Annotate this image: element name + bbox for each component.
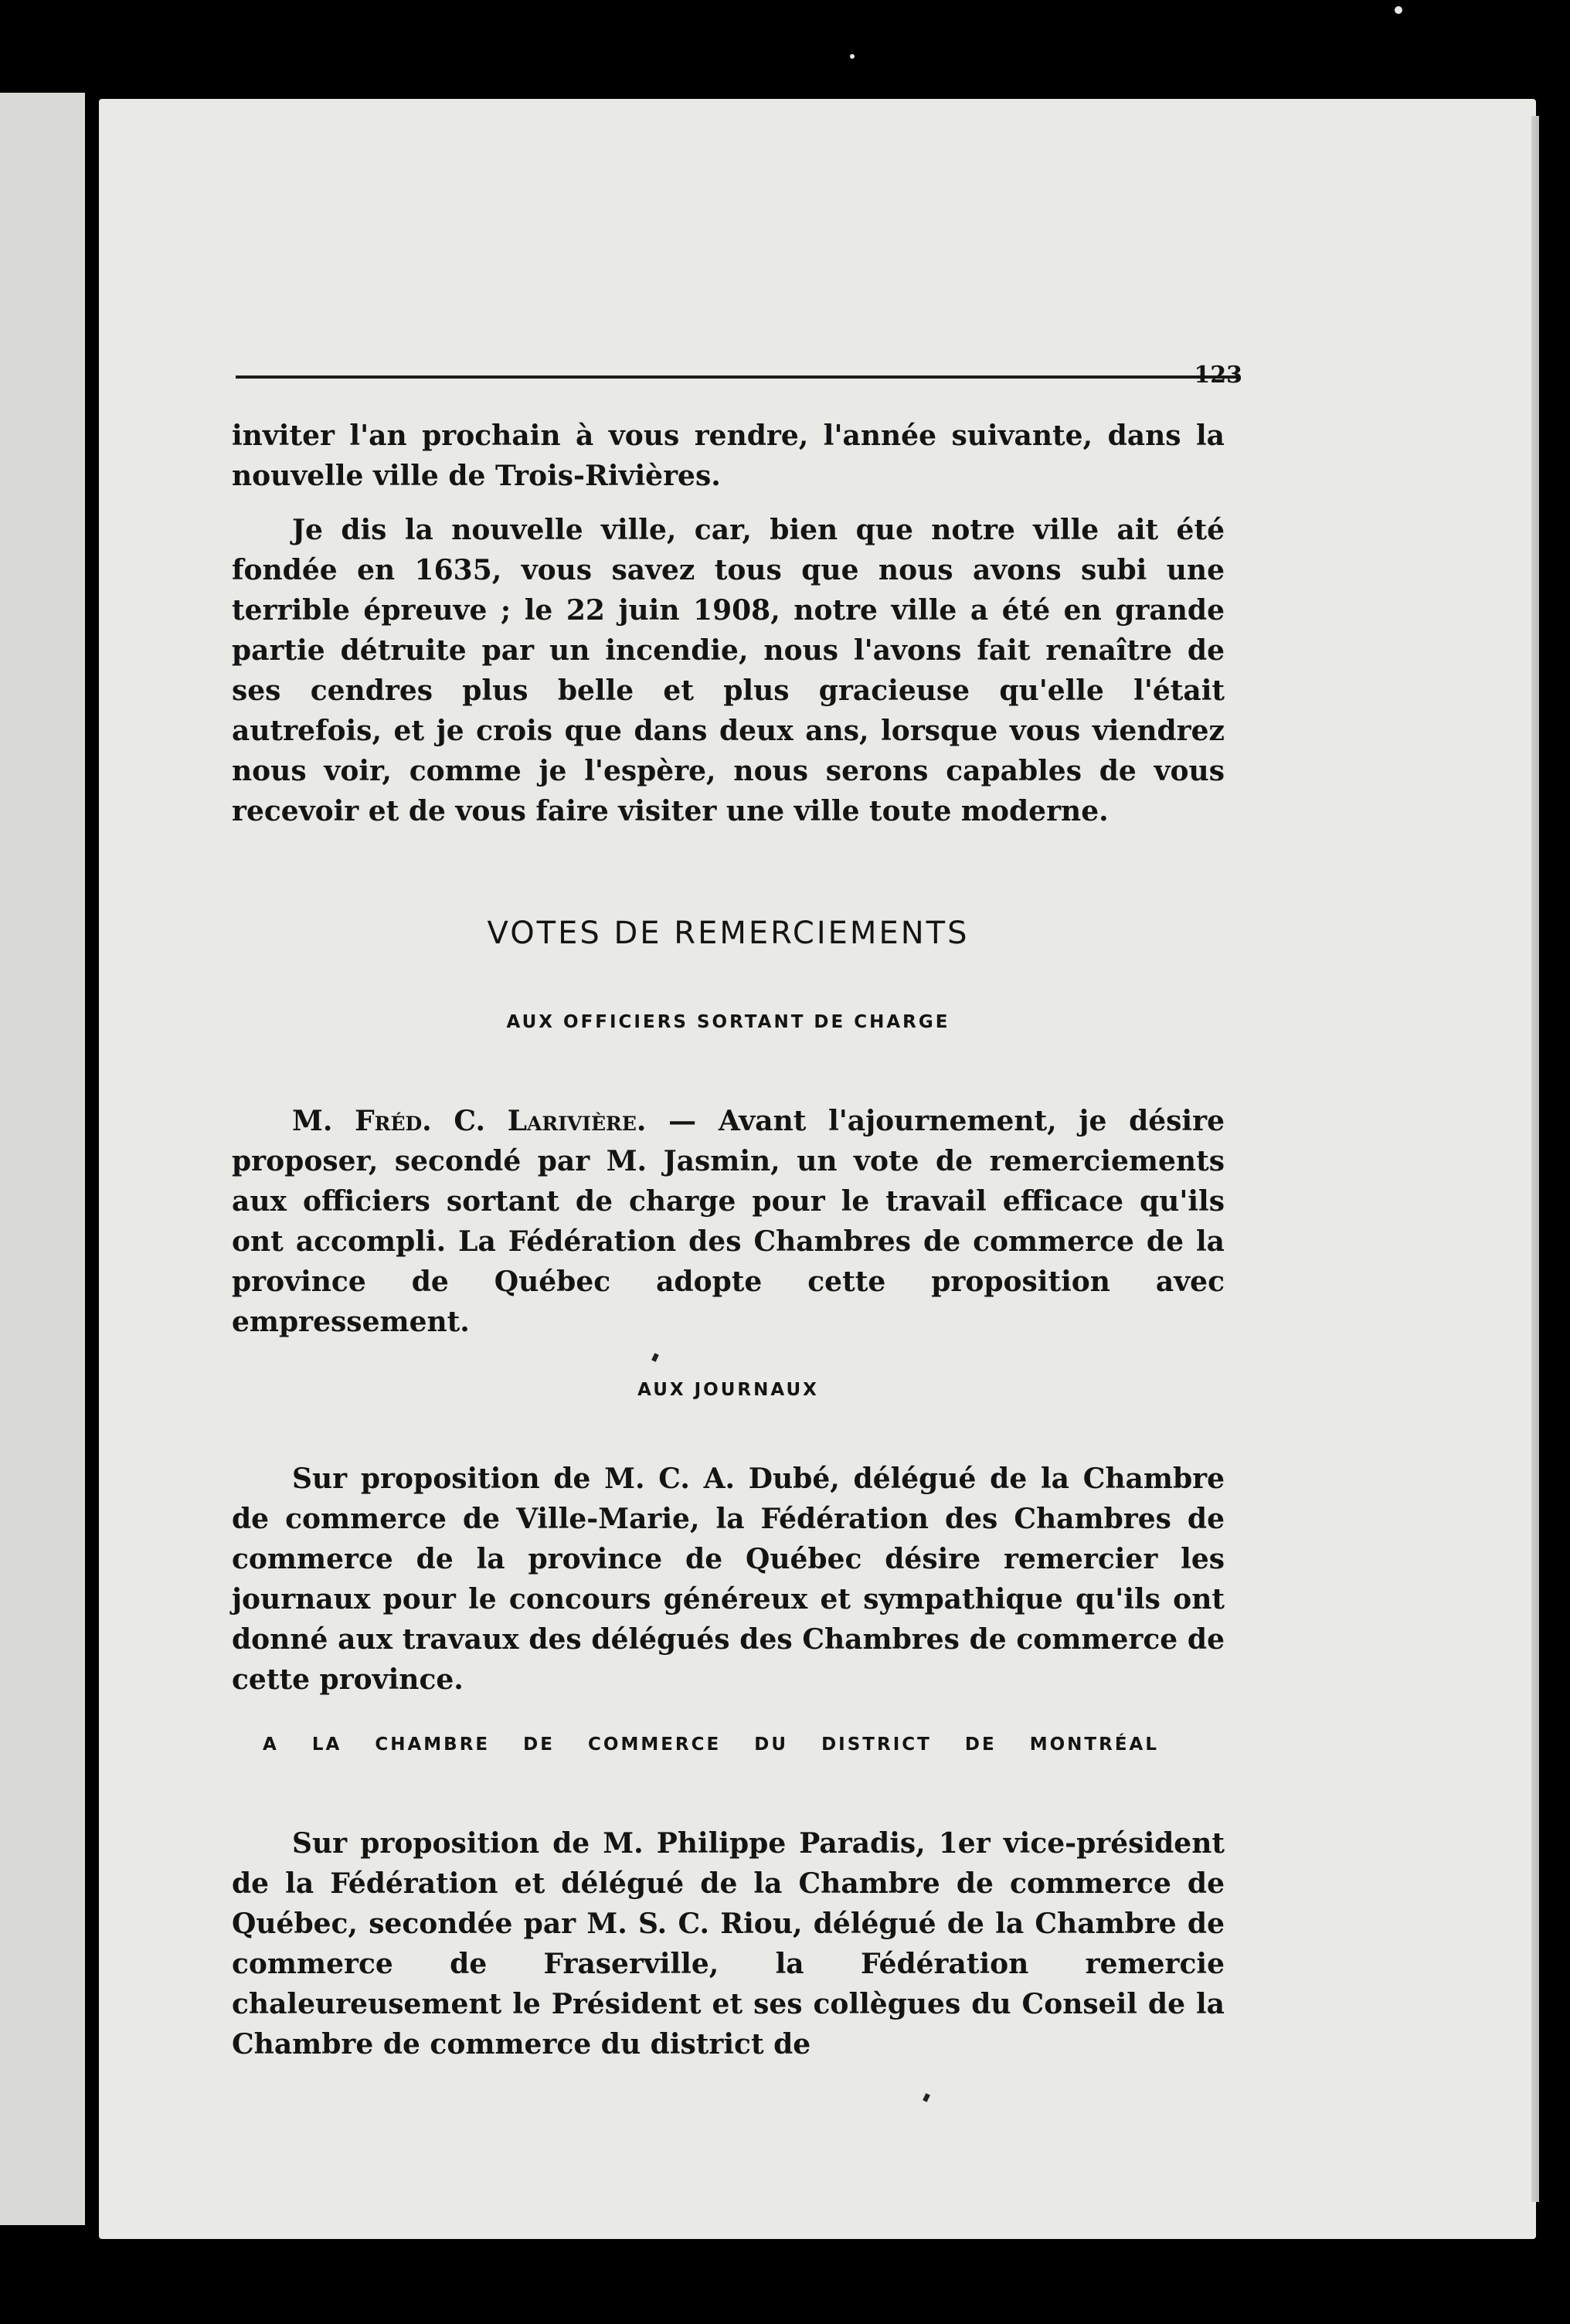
paragraph-text: inviter l'an prochain à vous rendre, l'année suivante, dans la nouvelle ville de Trois-Rivières. xyxy=(232,420,1225,492)
resolution-paragraph xyxy=(232,1101,1225,1342)
paragraph-text: Je dis la nouvelle ville, car, bien que notre ville ait été fondée en 1635, vous savez tous que nous avons subi une terrible épreuve ; le 22 juin 1908, notre ville a été en grande partie détruite par un incendie, nous l'avons fait renaître de ses cendres plus belle et plus gracieuse qu'elle l'était autrefois, et je crois que dans deux ans, lorsque vous viendrez nous voir, comme je l'espère, nous serons capables de vous recevoir et de vous faire visiter une ville toute moderne. xyxy=(232,514,1225,827)
paragraph-text xyxy=(232,1101,1225,1342)
speaker-name: M. Fréd. C. Larivière. xyxy=(292,1105,647,1137)
paragraph-text: Sur proposition de M. C. A. Dubé, délégué de la Chambre de commerce de Ville-Marie, la Fédération des Chambres de commerce de la province de Québec désire remercier les journaux pour le concours généreux et sympathique qu'ils ont donné aux travaux des délégués des Chambres de commerce de cette province. xyxy=(232,1463,1225,1696)
previous-page-edge xyxy=(0,93,85,2225)
scan-speck xyxy=(850,54,855,59)
page-number: 123 xyxy=(1194,362,1242,389)
paragraph-continued xyxy=(232,416,1225,496)
resolution-paragraph xyxy=(232,1459,1225,1700)
paragraph-body: — Avant l'ajournement, je désire proposer, secondé par M. Jasmin, un vote de remerciements aux officiers sortant de charge pour le travail efficace qu'ils ont accompli. La Fédération des Chambres de commerce de la province de Québec adopte cette proposition avec empressement. xyxy=(232,1105,1225,1338)
resolution-paragraph xyxy=(232,1823,1225,2064)
subsection-heading: AUX JOURNAUX xyxy=(637,1380,819,1400)
paragraph xyxy=(232,510,1225,831)
header-rule xyxy=(236,375,1240,379)
subsection-heading: A LA CHAMBRE DE COMMERCE DU DISTRICT DE MONTRÉAL xyxy=(263,1735,1159,1755)
subsection-heading: AUX OFFICIERS SORTANT DE CHARGE xyxy=(506,1012,950,1032)
page-curl-edge xyxy=(1531,116,1539,2202)
section-title: VOTES DE REMERCIEMENTS xyxy=(487,916,970,951)
paragraph-text: Sur proposition de M. Philippe Paradis, 1er vice-président de la Fédération et délégué de la Chambre de commerce de Québec, secondée par M. S. C. Riou, délégué de la Chambre de commerce de Fraserville, la Fédération remercie chaleureusement le Président et ses collègues du Conseil de la Chambre de commerce du district de xyxy=(232,1827,1225,2061)
scan-speck xyxy=(1395,6,1402,14)
